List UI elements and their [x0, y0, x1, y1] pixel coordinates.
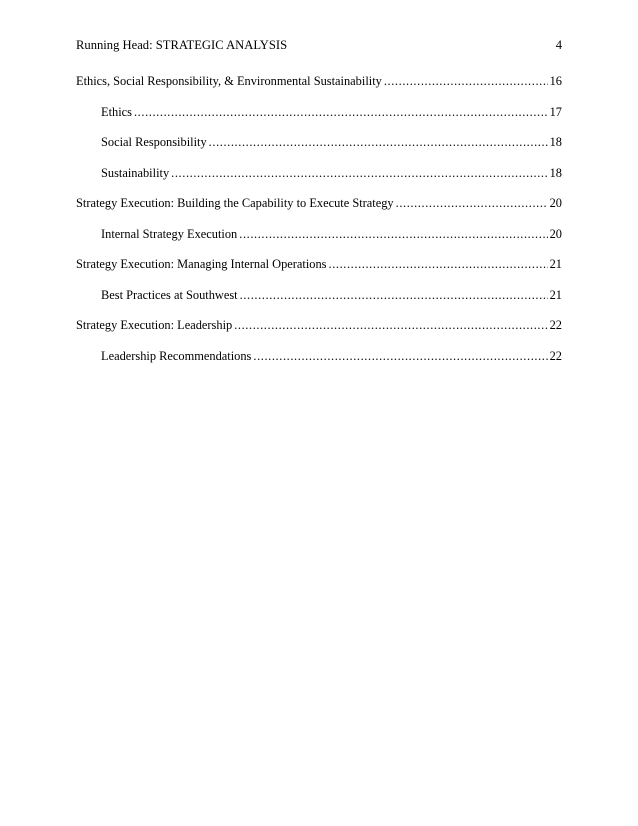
toc-entry-internal-strategy-execution[interactable]: [76, 225, 562, 256]
toc-entry-page: 16: [549, 74, 562, 88]
running-header: [76, 36, 562, 54]
toc-entry-ethics-social-responsibility-sustainability[interactable]: [76, 72, 562, 103]
toc-entry-label: Internal Strategy Execution: [101, 226, 238, 241]
dot-leader: [209, 133, 548, 151]
toc-entry-building-capability[interactable]: [76, 194, 562, 225]
toc-entry-social-responsibility[interactable]: [76, 133, 562, 164]
toc-entry-managing-internal-operations[interactable]: [76, 255, 562, 286]
toc-entry-sustainability[interactable]: [76, 164, 562, 195]
toc-entry-label: Ethics: [101, 104, 132, 119]
toc-entry-label: Strategy Execution: Leadership: [76, 318, 233, 332]
toc-entry-page: 22: [549, 348, 562, 363]
dot-leader: [329, 255, 548, 273]
dot-leader: [239, 225, 547, 243]
toc-entry-label: Strategy Execution: Managing Internal Operations: [76, 257, 327, 271]
dot-leader: [171, 164, 547, 182]
toc-entry-page: 20: [549, 226, 562, 241]
toc-entry-leadership[interactable]: [76, 316, 562, 347]
toc-entry-page: 18: [549, 135, 562, 149]
dot-leader: [253, 347, 547, 365]
running-head-title: Running Head: STRATEGIC ANALYSIS: [76, 38, 288, 52]
toc-entry-label: Social Responsibility: [101, 135, 207, 149]
toc-entry-page: 21: [549, 257, 562, 271]
toc-entry-ethics[interactable]: [76, 103, 562, 134]
toc-entry-leadership-recommendations[interactable]: [76, 347, 562, 378]
toc-entry-label: Ethics, Social Responsibility, & Environmental Sustainability: [76, 74, 382, 88]
page-number: 4: [555, 38, 562, 52]
toc-entry-best-practices[interactable]: [76, 286, 562, 317]
toc-entry-label: Strategy Execution: Building the Capability to Execute Strategy: [76, 196, 394, 210]
toc-entry-page: 21: [549, 287, 562, 302]
toc-entry-page: 22: [549, 318, 562, 332]
table-of-contents: [76, 72, 562, 377]
dot-leader: [396, 194, 548, 212]
toc-entry-page: 18: [549, 165, 562, 180]
toc-entry-label: Sustainability: [101, 165, 170, 180]
dot-leader: [234, 316, 547, 334]
dot-leader: [240, 286, 548, 304]
dot-leader: [134, 103, 548, 121]
toc-entry-page: 17: [549, 104, 562, 119]
toc-entry-label: Best Practices at Southwest: [101, 287, 238, 302]
dot-leader: [384, 72, 548, 90]
toc-entry-page: 20: [549, 196, 562, 210]
toc-entry-label: Leadership Recommendations: [101, 348, 252, 363]
